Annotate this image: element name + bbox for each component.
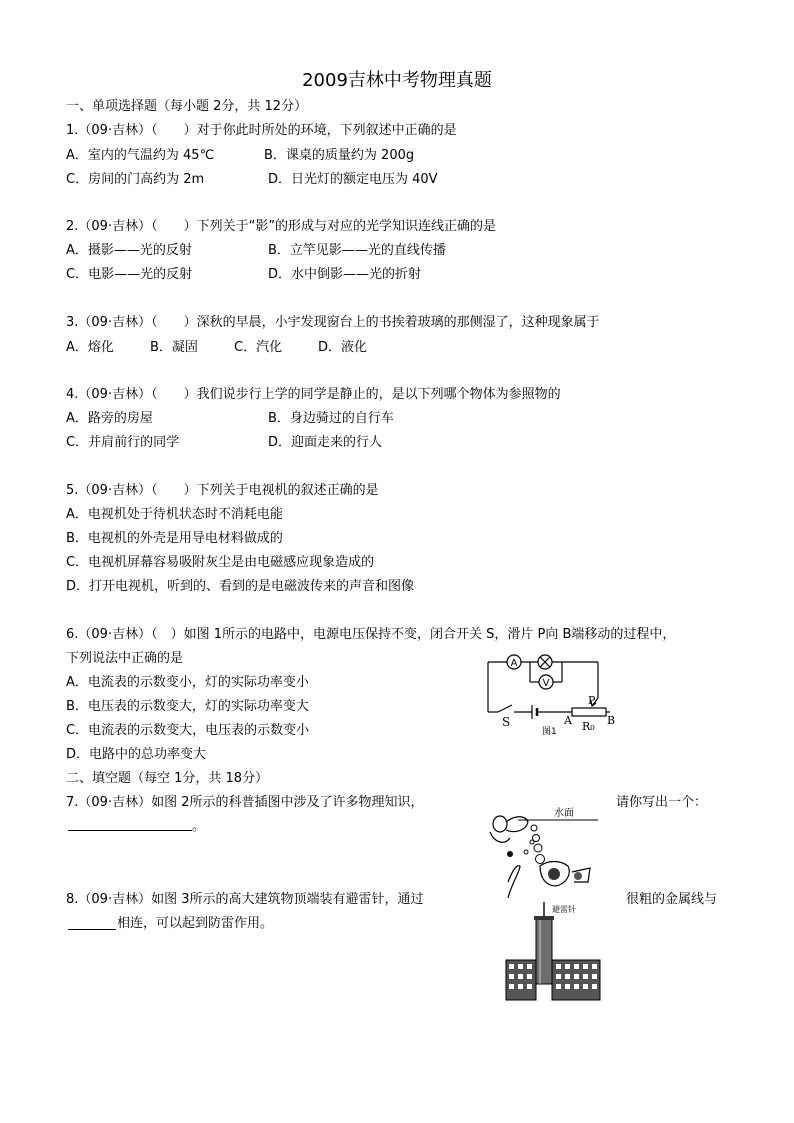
question-4-option-d: D．迎面走来的行人 xyxy=(268,435,383,450)
figure-1-caption: 图1 xyxy=(542,727,557,737)
question-1-option-c: C．房间的门高约为 2m xyxy=(66,172,205,187)
question-6-option-d: D．电路中的总功率变大 xyxy=(66,747,207,762)
question-7-answer-blank[interactable] xyxy=(68,830,192,831)
question-2-option-d: D．水中倒影——光的折射 xyxy=(268,267,422,282)
circuit-diagram-figure-1 xyxy=(480,650,620,740)
question-1-stem: 1.（09·吉林）（ ）对于你此时所处的环境，下列叙述中正确的是 xyxy=(66,123,457,138)
diver-illustration-figure-2 xyxy=(486,802,602,898)
question-5-option-c: C．电视机屏幕容易吸附灰尘是由电磁感应现象造成的 xyxy=(66,555,375,570)
question-5-option-b: B．电视机的外壳是用导电材料做成的 xyxy=(66,531,283,546)
slider-label: P xyxy=(588,694,596,707)
question-6-stem: 6.（09·吉林）（ ）如图 1所示的电路中，电源电压保持不变，闭合开关 S，滑片 P向 B端移动的过程中， xyxy=(66,627,676,642)
question-5-stem: 5.（09·吉林）（ ）下列关于电视机的叙述正确的是 xyxy=(66,483,379,498)
question-8-stem-tail: 很粗的金属线与 xyxy=(626,892,718,907)
resistor-label: R₀ xyxy=(582,720,595,733)
question-2-stem: 2.（09·吉林）（ ）下列关于“影”的形成与对应的光学知识连线正确的是 xyxy=(66,219,497,234)
question-6-option-b: B．电压表的示数变大，灯的实际功率变大 xyxy=(66,699,309,714)
question-4-stem: 4.（09·吉林）（ ）我们说步行上学的同学是静止的，是以下列哪个物体为参照物的 xyxy=(66,387,561,402)
ammeter-label: A xyxy=(510,658,518,669)
question-1-option-a: A．室内的气温约为 45℃ xyxy=(66,148,215,163)
question-3-option-d: D．液化 xyxy=(318,340,368,355)
rheostat-end-a-label: A xyxy=(564,714,572,727)
question-8-answer-blank[interactable] xyxy=(68,929,116,930)
question-1-option-b: B．课桌的质量约为 200g xyxy=(264,148,415,163)
question-6-option-c: C．电流表的示数变大，电压表的示数变小 xyxy=(66,723,310,738)
lightning-rod-label: 避雷针 xyxy=(552,905,576,914)
question-3-option-b: B．凝固 xyxy=(150,340,198,355)
question-5-option-d: D．打开电视机，听到的、看到的是电磁波传来的声音和图像 xyxy=(66,579,415,594)
page-title: 2009吉林中考物理真题 xyxy=(302,70,492,91)
section-heading-single-choice: 一、单项选择题（每小题 2分，共 12分） xyxy=(66,99,308,114)
question-6-option-a: A．电流表的示数变小，灯的实际功率变小 xyxy=(66,675,309,690)
question-8-stem-line-2: 相连，可以起到防雷作用。 xyxy=(117,916,274,931)
question-7-end-mark: 。 xyxy=(192,819,206,834)
rheostat-end-b-label: B xyxy=(607,714,616,727)
question-3-option-c: C．汽化 xyxy=(234,340,283,355)
question-1-option-d: D．日光灯的额定电压为 40V xyxy=(268,172,438,187)
question-2-option-a: A．摄影——光的反射 xyxy=(66,243,192,258)
question-8-stem: 8.（09·吉林）如图 3所示的高大建筑物顶端装有避雷针，通过 xyxy=(66,892,424,907)
question-5-option-a: A．电视机处于待机状态时不消耗电能 xyxy=(66,507,283,522)
question-2-option-c: C．电影——光的反射 xyxy=(66,267,193,282)
water-surface-label: 水面 xyxy=(554,808,574,819)
switch-label: S xyxy=(502,715,511,729)
question-7-prompt: 请你写出一个： xyxy=(616,795,708,810)
voltmeter-label: V xyxy=(542,678,550,689)
question-4-option-a: A．路旁的房屋 xyxy=(66,411,153,426)
question-2-option-b: B．立竿见影——光的直线传播 xyxy=(268,243,446,258)
question-3-option-a: A．熔化 xyxy=(66,340,114,355)
question-7-stem: 7.（09·吉林）如图 2所示的科普插图中涉及了许多物理知识， xyxy=(66,795,424,810)
question-4-option-b: B．身边骑过的自行车 xyxy=(268,411,394,426)
tall-building-lightning-rod-figure-3 xyxy=(504,900,604,1004)
question-6-stem-continued: 下列说法中正确的是 xyxy=(66,651,184,666)
question-3-stem: 3.（09·吉林）（ ）深秋的早晨，小宇发现窗台上的书挨着玻璃的那侧湿了，这种现象属于 xyxy=(66,315,600,330)
question-4-option-c: C．并肩前行的同学 xyxy=(66,435,180,450)
section-heading-fill-blank: 二、填空题（每空 1分，共 18分） xyxy=(66,771,269,786)
